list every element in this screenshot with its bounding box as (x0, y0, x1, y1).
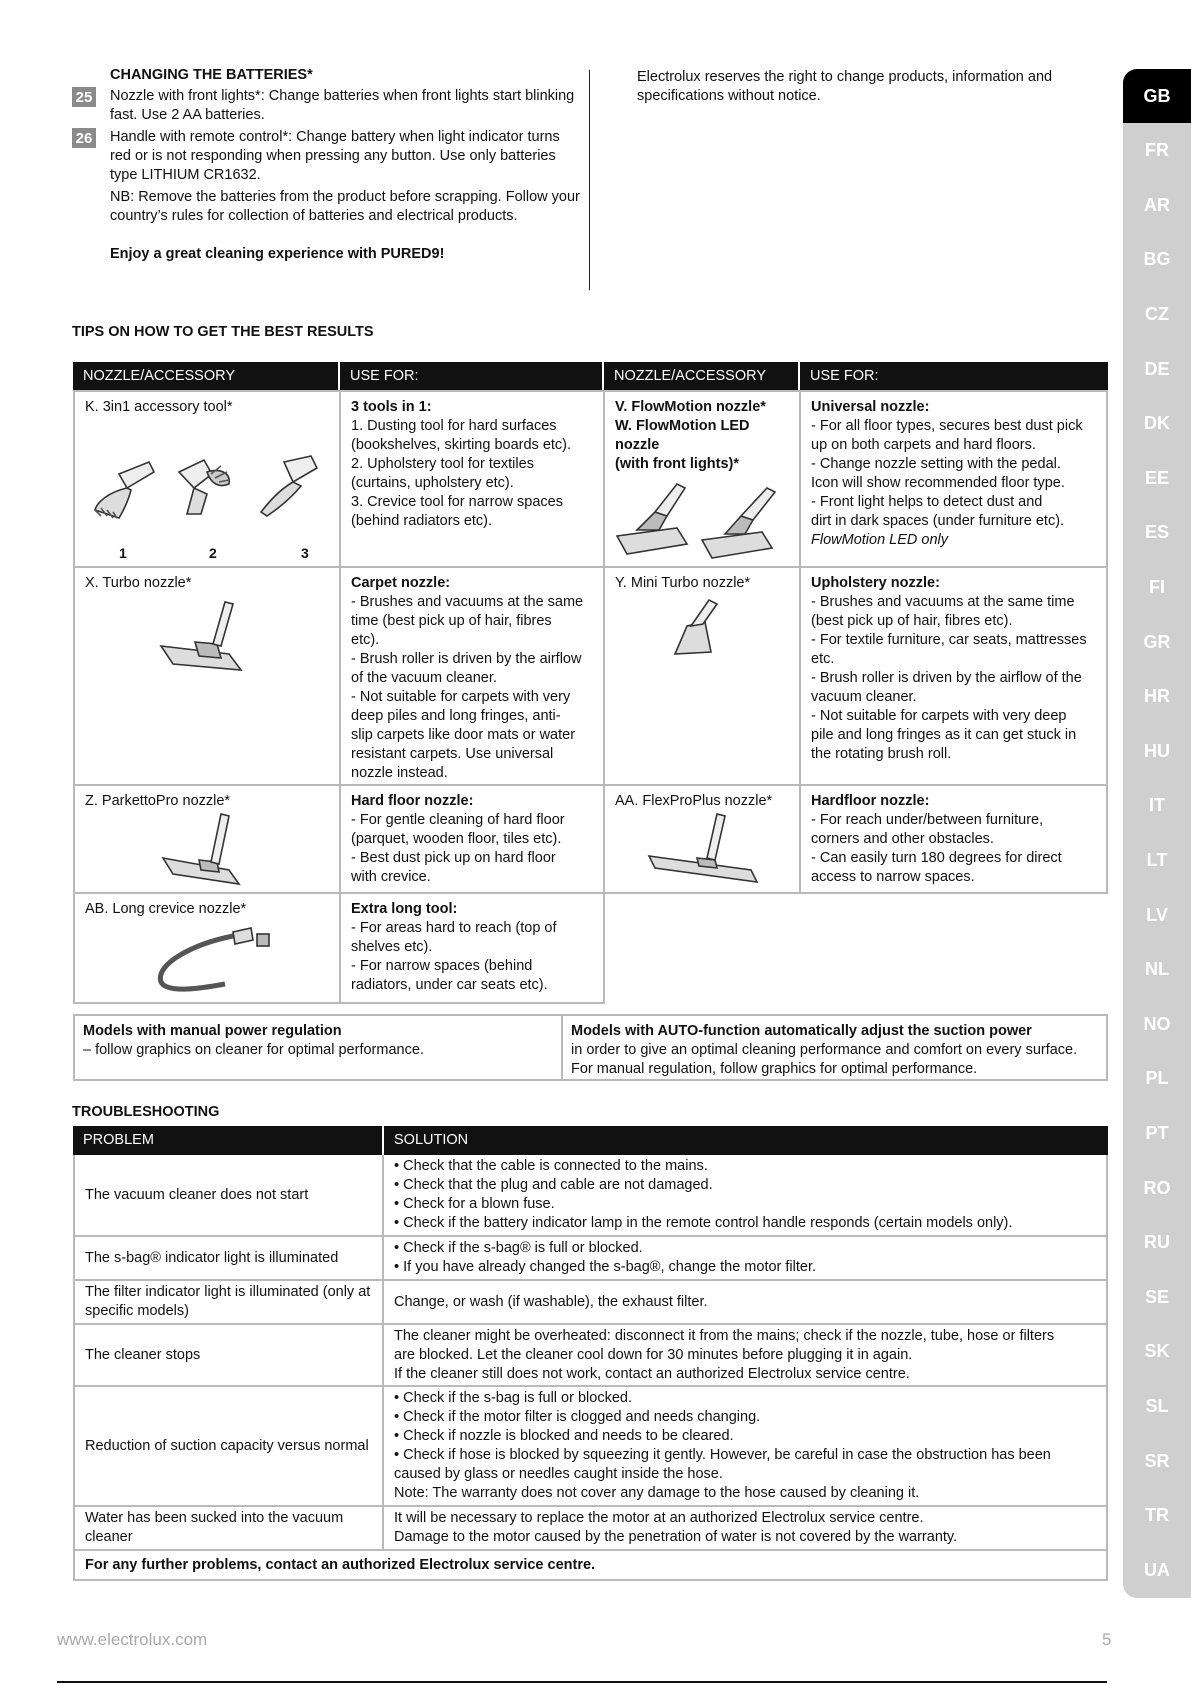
language-tab-tr[interactable]: TR (1145, 1505, 1169, 1526)
z-use-title: Hard floor nozzle: (351, 793, 474, 809)
text-line: shelves etc). (351, 939, 433, 955)
text-line: - Not suitable for carpets with very deep (811, 708, 1067, 724)
troubleshooting-title: TROUBLESHOOTING (72, 1104, 220, 1120)
v-use-italic: FlowMotion LED only (811, 532, 948, 548)
solution-cell (384, 1325, 1106, 1385)
auto-line1: in order to give an optimal cleaning performance and comfort on every surface. (571, 1042, 1078, 1058)
models-box (73, 1014, 1108, 1081)
auto-models-text (563, 1022, 1108, 1079)
solution-line: The cleaner might be overheated: disconnect it from the mains; check if the nozzle, tube, hose or filters (394, 1327, 1055, 1344)
solution-line: • Check that the cable is connected to the mains. (394, 1158, 708, 1174)
text-line: (behind radiators etc). (351, 513, 493, 529)
nozzle-y-name: Y. Mini Turbo nozzle* (615, 575, 751, 591)
text-line: - Brushes and vacuums at the same time (811, 594, 1075, 610)
nozzle-cell-ab (73, 892, 341, 1004)
notice-text: Electrolux reserves the right to change products, information and specifications without notice. (637, 69, 1053, 104)
tips-header-use-1: USE FOR: (340, 362, 602, 390)
text-line: radiators, under car seats etc). (351, 977, 548, 993)
text-line: pile and long fringes as it can get stuck in (811, 727, 1077, 743)
text-line: 1. Dusting tool for hard surfaces (351, 418, 557, 434)
language-tab-sk[interactable]: SK (1144, 1341, 1170, 1362)
use-cell-y (799, 566, 1108, 786)
solution-cell (384, 1507, 1106, 1549)
turbo-nozzle-image (155, 594, 265, 684)
language-tab-ua[interactable]: UA (1144, 1559, 1170, 1580)
text-line: - Brush roller is driven by the airflow of the (811, 670, 1082, 686)
use-cell-v (799, 390, 1108, 568)
language-tab-cz[interactable]: CZ (1145, 303, 1169, 324)
text-line: - For areas hard to reach (top of (351, 920, 557, 936)
language-tabs (1123, 69, 1191, 1598)
solution-line: Note: The warranty does not cover any damage to the hose caused by cleaning it. (394, 1485, 920, 1501)
table-row (73, 1325, 1108, 1387)
enjoy-text: Enjoy a great cleaning experience with PURED9! (110, 246, 445, 262)
text-line: - For all floor types, secures best dust pick (811, 418, 1083, 434)
language-tab-hr[interactable]: HR (1144, 686, 1170, 707)
auto-title: Models with AUTO-function automatically adjust the suction power (571, 1023, 1032, 1039)
text-line: - Can easily turn 180 degrees for direct (811, 850, 1062, 866)
tips-header-use-2: USE FOR: (800, 362, 1108, 390)
solution-line: • Check if the battery indicator lamp in the remote control handle responds (certain models only). (394, 1215, 1013, 1231)
nozzle-cell-k (73, 390, 341, 568)
language-tab-es[interactable]: ES (1144, 522, 1169, 543)
text-line: - Front light helps to detect dust and (811, 494, 1043, 510)
header-solution: SOLUTION (384, 1126, 1108, 1155)
text-line: the rotating brush roll. (811, 746, 952, 762)
aa-use-lines (811, 811, 1096, 887)
solution-line: • Check for a blown fuse. (394, 1196, 555, 1212)
flowmotion-nozzle-image (607, 478, 797, 562)
solution-cell (384, 1281, 1106, 1323)
language-tab-sl[interactable]: SL (1145, 1395, 1169, 1416)
language-tab-gr[interactable]: GR (1143, 631, 1171, 652)
tips-title: TIPS ON HOW TO GET THE BEST RESULTS (72, 324, 374, 340)
language-tab-it[interactable]: IT (1149, 795, 1165, 816)
solution-line: caused by glass or needles caught inside the hose. (394, 1466, 723, 1482)
text-line: - Brush roller is driven by the airflow (351, 651, 582, 667)
text-line: - Change nozzle setting with the pedal. (811, 456, 1061, 472)
language-tab-lt[interactable]: LT (1146, 849, 1168, 870)
tips-header-nozzle-1: NOZZLE/ACCESSORY (73, 362, 338, 390)
text-line: corners and other obstacles. (811, 831, 994, 847)
v-use-lines (811, 417, 1096, 531)
nozzle-aa-name: AA. FlexProPlus nozzle* (615, 793, 773, 809)
manual-text: – follow graphics on cleaner for optimal performance. (83, 1042, 424, 1058)
table-row (73, 1507, 1108, 1551)
text-line: access to narrow spaces. (811, 869, 975, 885)
language-tab-pl[interactable]: PL (1145, 1068, 1169, 1089)
solution-line: • Check that the plug and cable are not damaged. (394, 1177, 713, 1193)
text-line: etc. (811, 651, 835, 667)
language-tab-sr[interactable]: SR (1144, 1450, 1170, 1471)
use-cell-z (339, 784, 605, 894)
language-tab-fr[interactable]: FR (1145, 140, 1169, 161)
auto-line2: For manual regulation, follow graphics for optimal performance. (571, 1061, 978, 1077)
step-badge-26: 26 (72, 128, 96, 148)
table-row (73, 1155, 1108, 1237)
table-row (73, 1387, 1108, 1507)
text-line: of the vacuum cleaner. (351, 670, 497, 686)
text-line: with crevice. (351, 869, 431, 885)
problem-cell: The s-bag® indicator light is illuminated (75, 1237, 384, 1279)
step-badge-25: 25 (72, 87, 96, 107)
solution-cell (384, 1237, 1106, 1279)
use-cell-x (339, 566, 605, 786)
problem-cell: The filter indicator light is illuminated (only at specific models) (75, 1281, 384, 1323)
solution-line: • Check if the s-bag® is full or blocked. (394, 1240, 643, 1256)
problem-cell: The cleaner stops (75, 1325, 384, 1385)
y-use-title: Upholstery nozzle: (811, 575, 940, 591)
table-row (73, 1281, 1108, 1325)
battery-item-26-text: Handle with remote control*: Change battery when light indicator turns red or is not responding when pressing any button. Use only batteries type LITHIUM CR1632. (110, 129, 560, 183)
text-line: slip carpets like door mats or water (351, 727, 576, 743)
solution-line: • Check if hose is blocked by squeezing it gently. However, be careful in case the obstruction has been (394, 1447, 1051, 1463)
language-tab-gb[interactable]: GB (1123, 69, 1191, 123)
tool-label-1: 1 (119, 545, 127, 561)
text-line: up on both carpets and hard floors. (811, 437, 1036, 453)
battery-item-26 (72, 128, 592, 185)
text-line: Icon will show recommended floor type. (811, 475, 1065, 491)
manual-title: Models with manual power regulation (83, 1023, 342, 1039)
column-divider (589, 70, 590, 290)
text-line: - For reach under/between furniture, (811, 812, 1044, 828)
battery-item-25 (72, 87, 592, 125)
tips-header-nozzle-2: NOZZLE/ACCESSORY (604, 362, 798, 390)
text-line: - For narrow spaces (behind (351, 958, 533, 974)
text-line: 3. Crevice tool for narrow spaces (351, 494, 563, 510)
batteries-section (72, 66, 592, 264)
solution-line: • Check if the s-bag is full or blocked. (394, 1390, 632, 1406)
solution-line: Damage to the motor caused by the penetration of water is not covered by the warranty. (394, 1529, 958, 1545)
nozzle-ab-name: AB. Long crevice nozzle* (85, 901, 247, 917)
text-line: nozzle instead. (351, 765, 448, 781)
use-cell-aa (799, 784, 1108, 894)
text-line: V. FlowMotion nozzle* (615, 399, 766, 415)
solution-cell (384, 1155, 1106, 1235)
language-tab-bg[interactable]: BG (1143, 249, 1171, 270)
aa-use-title: Hardfloor nozzle: (811, 793, 930, 809)
text-line: dirt in dark spaces (under furniture etc). (811, 513, 1065, 529)
language-tab-no[interactable]: NO (1143, 1013, 1171, 1034)
language-tab-ro[interactable]: RO (1143, 1177, 1171, 1198)
language-tab-pt[interactable]: PT (1145, 1122, 1169, 1143)
nozzle-v-name (615, 398, 789, 474)
language-tab-se[interactable]: SE (1144, 1286, 1169, 1307)
nozzle-cell-z (73, 784, 341, 894)
troubleshooting-footer: For any further problems, contact an authorized Electrolux service centre. (73, 1551, 1108, 1581)
nozzle-k-name: K. 3in1 accessory tool* (85, 399, 233, 415)
tool-label-3: 3 (301, 545, 309, 561)
flexproplus-nozzle-image (645, 808, 775, 892)
language-tab-dk[interactable]: DK (1144, 413, 1170, 434)
solution-line: are blocked. Let the cleaner cool down for 30 minutes before plugging it in again. (394, 1346, 913, 1363)
text-line: etc). (351, 632, 380, 648)
use-cell-ab (339, 892, 605, 1004)
ab-use-title: Extra long tool: (351, 901, 458, 917)
text-line: - Brushes and vacuums at the same (351, 594, 584, 610)
text-line: nozzle (615, 437, 660, 453)
text-line: vacuum cleaner. (811, 689, 917, 705)
k-use-title: 3 tools in 1: (351, 399, 432, 415)
text-line: (parquet, wooden floor, tiles etc). (351, 831, 562, 847)
solution-line: • If you have already changed the s-bag®, change the motor filter. (394, 1259, 817, 1275)
solution-cell (384, 1387, 1106, 1505)
use-cell-k (339, 390, 605, 568)
y-use-lines (811, 593, 1096, 764)
solution-line: It will be necessary to replace the motor at an authorized Electrolux service centre. (394, 1510, 924, 1526)
problem-cell: Reduction of suction capacity versus normal (75, 1387, 384, 1505)
text-line: 2. Upholstery tool for textiles (351, 456, 534, 472)
3in1-tool-image (79, 454, 329, 564)
k-use-lines (351, 417, 593, 531)
problem-cell: The vacuum cleaner does not start (75, 1155, 384, 1235)
v-use-title: Universal nozzle: (811, 399, 930, 415)
parkettopro-nozzle-image (159, 808, 259, 892)
text-line: resistant carpets. Use universal (351, 746, 554, 762)
text-line: (curtains, upholstery etc). (351, 475, 514, 491)
footer-rule (57, 1681, 1107, 1683)
text-line: - Best dust pick up on hard floor (351, 850, 556, 866)
problem-cell: Water has been sucked into the vacuum cleaner (75, 1507, 384, 1549)
language-tab-fi[interactable]: FI (1149, 576, 1165, 597)
solution-line: • Check if nozzle is blocked and needs to be cleared. (394, 1428, 734, 1444)
table-row (73, 1237, 1108, 1281)
language-tab-ar[interactable]: AR (1144, 194, 1170, 215)
header-problem: PROBLEM (73, 1126, 382, 1155)
x-use-lines (351, 593, 593, 783)
text-line: (with front lights)* (615, 456, 740, 472)
solution-line: • Check if the motor filter is clogged and needs changing. (394, 1409, 761, 1425)
nozzle-cell-y (603, 566, 801, 786)
nozzle-cell-x (73, 566, 341, 786)
mini-turbo-nozzle-image (665, 596, 735, 666)
battery-item-25-text: Nozzle with front lights*: Change batteries when front lights start blinking fast. Use 2 AA batteries. (110, 88, 575, 123)
language-tab-nl[interactable]: NL (1145, 959, 1169, 980)
nozzle-z-name: Z. ParkettoPro nozzle* (85, 793, 231, 809)
text-line: deep piles and long fringes, anti- (351, 708, 561, 724)
z-use-lines (351, 811, 593, 887)
language-tab-ru[interactable]: RU (1144, 1232, 1170, 1253)
long-crevice-nozzle-image (153, 918, 273, 998)
nozzle-cell-aa (603, 784, 801, 894)
language-tab-de[interactable]: DE (1144, 358, 1170, 379)
language-tab-ee[interactable]: EE (1144, 467, 1169, 488)
solution-line: If the cleaner still does not work, contact an authorized Electrolux service centre. (394, 1365, 910, 1382)
text-line: - For gentle cleaning of hard floor (351, 812, 565, 828)
text-line: - Not suitable for carpets with very (351, 689, 571, 705)
text-line: time (best pick up of hair, fibres (351, 613, 552, 629)
language-tab-lv[interactable]: LV (1146, 904, 1168, 925)
language-tab-hu[interactable]: HU (1144, 740, 1170, 761)
ab-use-lines (351, 919, 593, 995)
tool-label-2: 2 (209, 545, 217, 561)
solution-line: Change, or wash (if washable), the exhaust filter. (394, 1293, 708, 1310)
text-line: W. FlowMotion LED (615, 418, 750, 434)
x-use-title: Carpet nozzle: (351, 575, 451, 591)
batteries-title: CHANGING THE BATTERIES* (110, 67, 313, 83)
text-line: (bookshelves, skirting boards etc). (351, 437, 572, 453)
nozzle-x-name: X. Turbo nozzle* (85, 575, 192, 591)
footer-url: www.electrolux.com (57, 1630, 208, 1649)
manual-models-text (75, 1022, 561, 1060)
page-number: 5 (1102, 1630, 1112, 1649)
text-line: - For textile furniture, car seats, mattresses (811, 632, 1087, 648)
nozzle-cell-v (603, 390, 801, 568)
text-line: (best pick up of hair, fibres etc). (811, 613, 1013, 629)
batteries-nb: NB: Remove the batteries from the product before scrapping. Follow your country’s rules for collection of batteries and electrical products. (110, 189, 580, 224)
